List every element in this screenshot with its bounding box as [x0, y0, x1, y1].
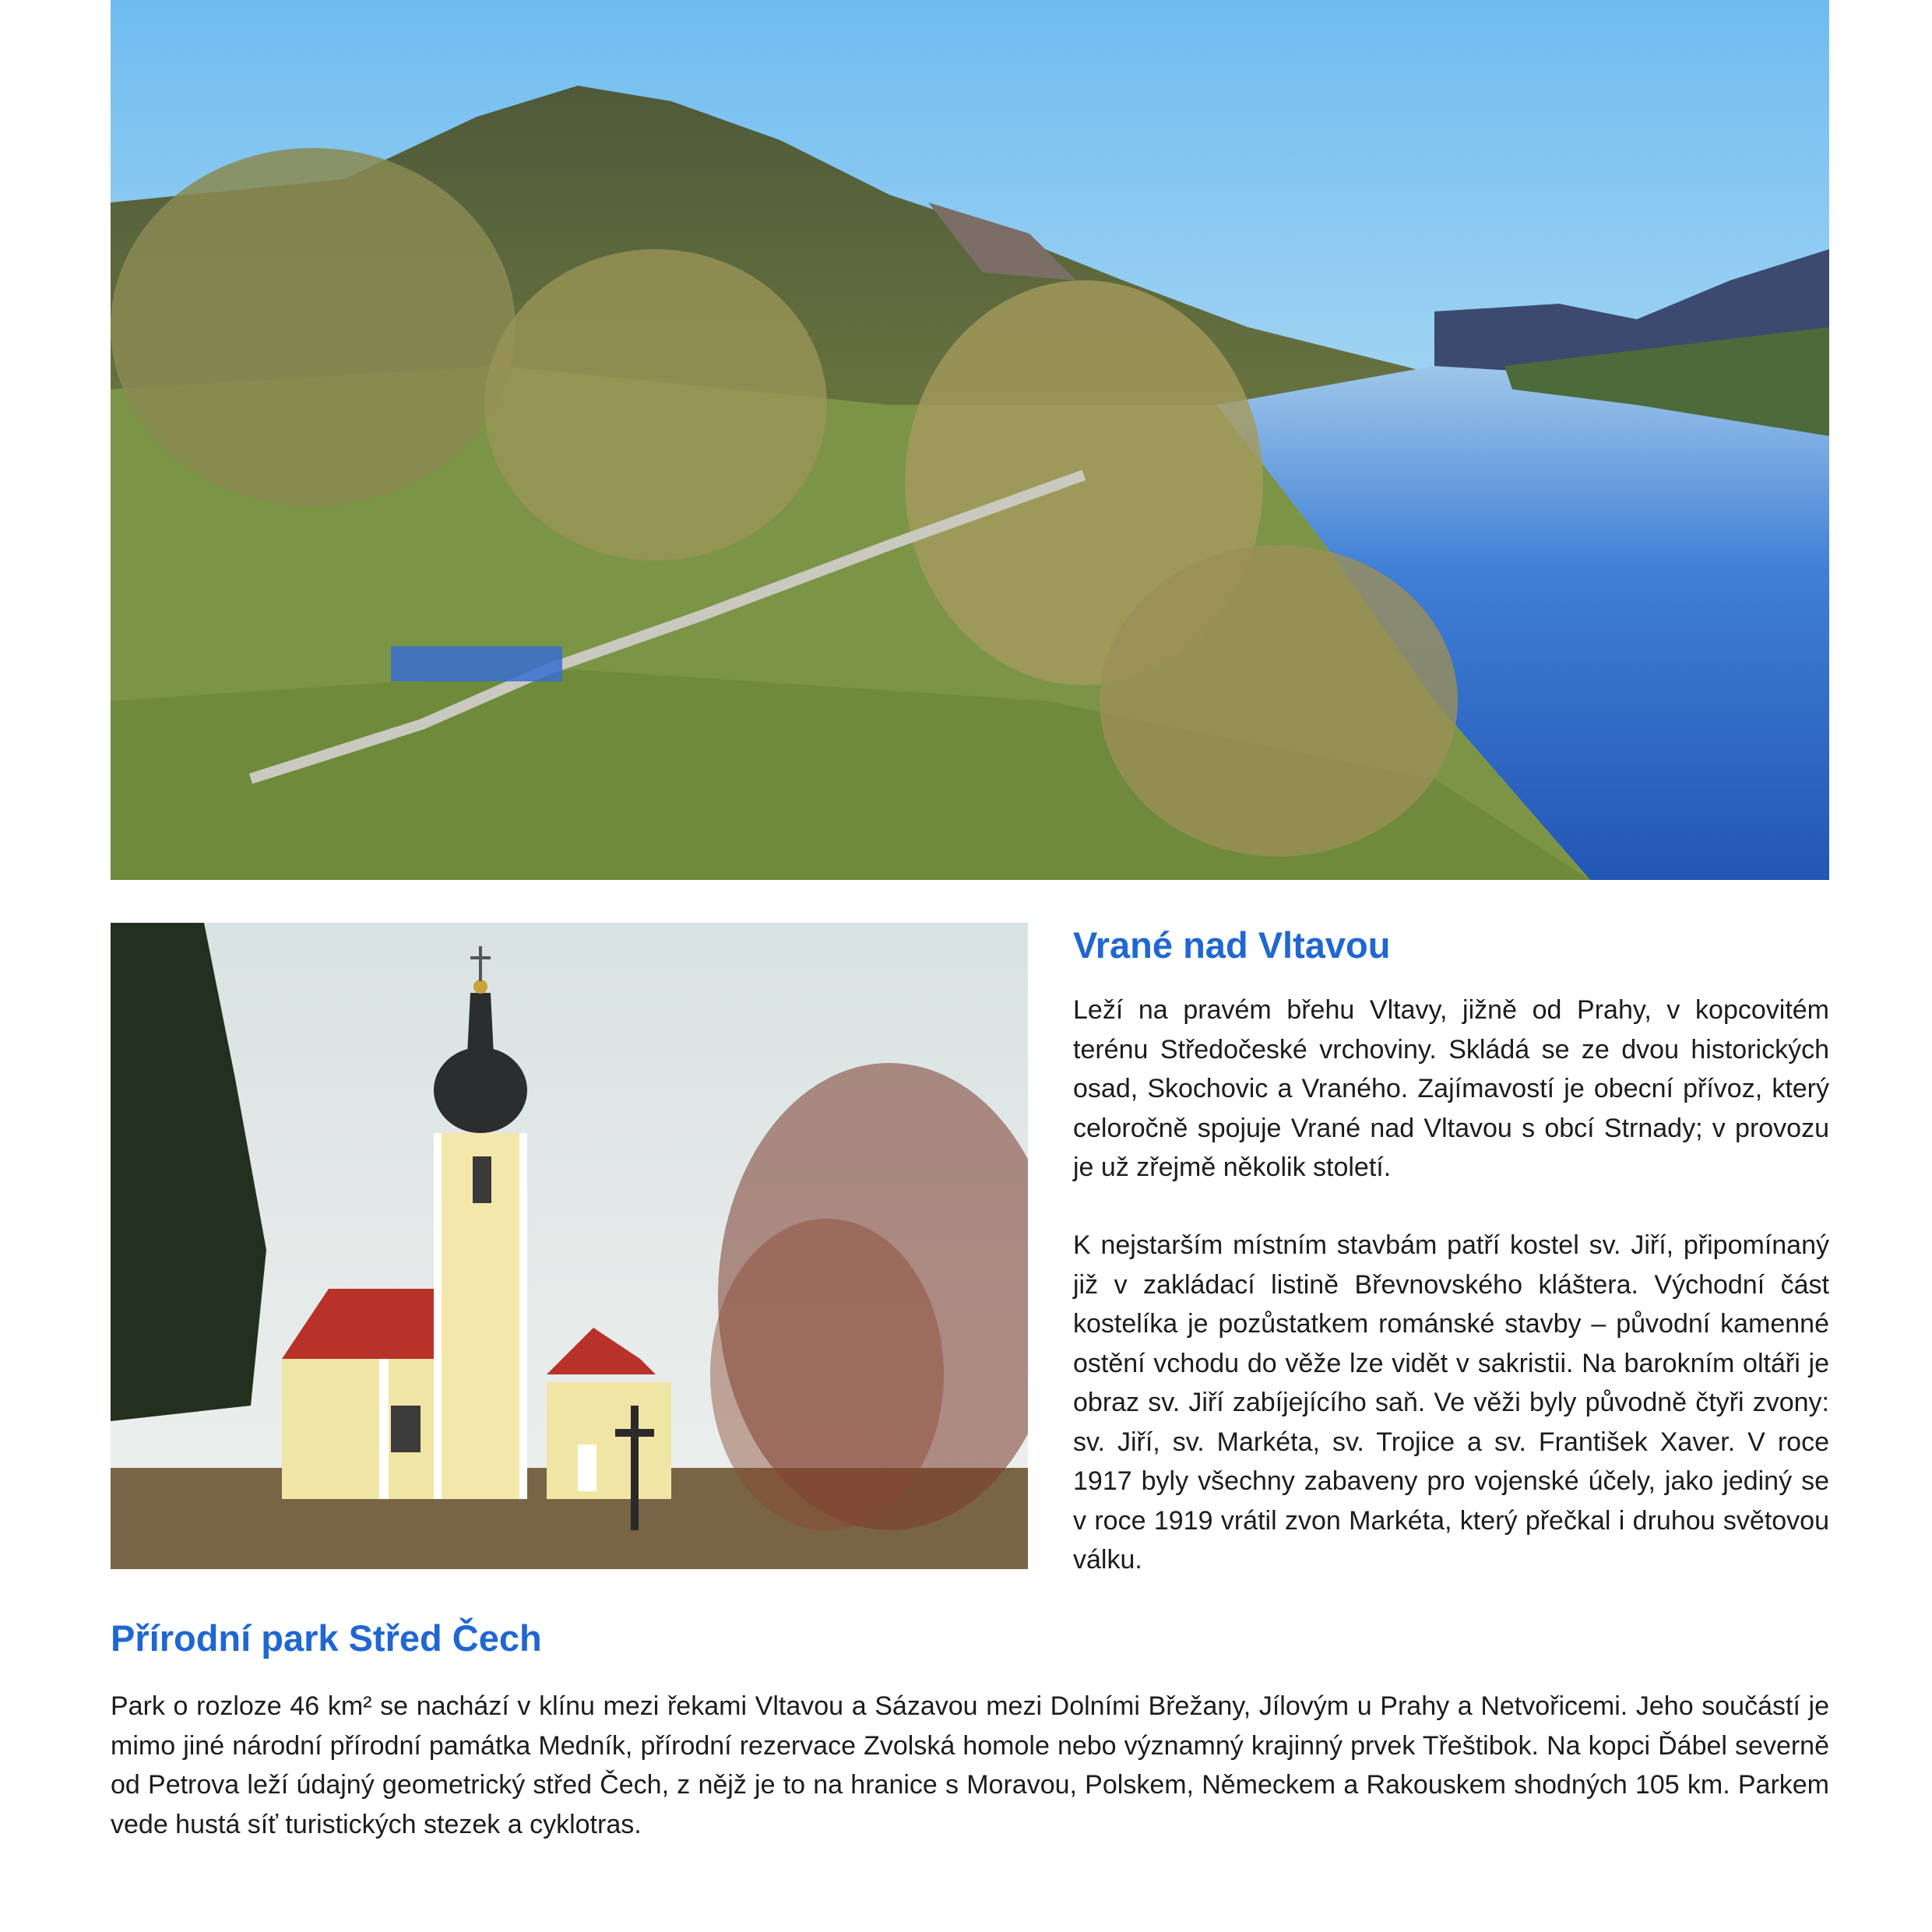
park-paragraph: Park o rozloze 46 km² se nachází v klínu mezi řekami Vltavou a Sázavou mezi Dolními Břežany, Jílovým u Prahy a Netvořicemi. Jeho součástí je mimo jiné národní přírodní památka Medník, přírodní rezervace Zvolská homole nebo významný krajinný prvek Třeštibok. Na kopci Ďábel severně od Petrova leží údajný geometrický střed Čech, z nějž je to na hranice s Moravou, Polskem, Německem a Rakouskem shodných 105 km. Parkem vede hustá síť turistických stezek a cyklotras.	[111, 1691, 1829, 1839]
church-illustration	[111, 923, 1028, 1569]
section-title-vrane: Vrané nad Vltavou	[1073, 924, 1391, 966]
vrane-paragraph-2: K nejstarším místním stavbám patří kostel sv. Jiří, připomínaný již v zakládací listině Břevnovského kláštera. Východní část kostelíka je pozůstatkem románské stavby – původní kamenné ostění vchodu do věže lze vidět v sakristii. Na barokním oltáři je obraz sv. Jiří zabíjejícího saň. Ve věži byly původně čtyři zvony: sv. Jiří, sv. Markéta, sv. Trojice a sv. František Xaver. V roce 1917 byly všechny zabaveny pro vojenské účely, jako jediný se v roce 1919 vrátil zvon Markéta, který přečkal i druhou světovou válku.	[1073, 1230, 1829, 1575]
vrane-paragraph-1: Leží na pravém břehu Vltavy, jižně od Prahy, v kopcovitém terénu Středočeské vrchoviny. Skládá se ze dvou historických osad, Skochovic a Vraného. Zajímavostí je obecní přívoz, který celoročně spojuje Vrané nad Vltavou s obcí Strnady; v provozu je už zřejmě několik století.	[1073, 995, 1829, 1182]
church-photo	[111, 923, 1028, 1569]
section-title-park: Přírodní park Střed Čech	[111, 1617, 542, 1659]
river-valley-photo	[111, 0, 1829, 880]
river-valley-illustration	[111, 0, 1829, 880]
